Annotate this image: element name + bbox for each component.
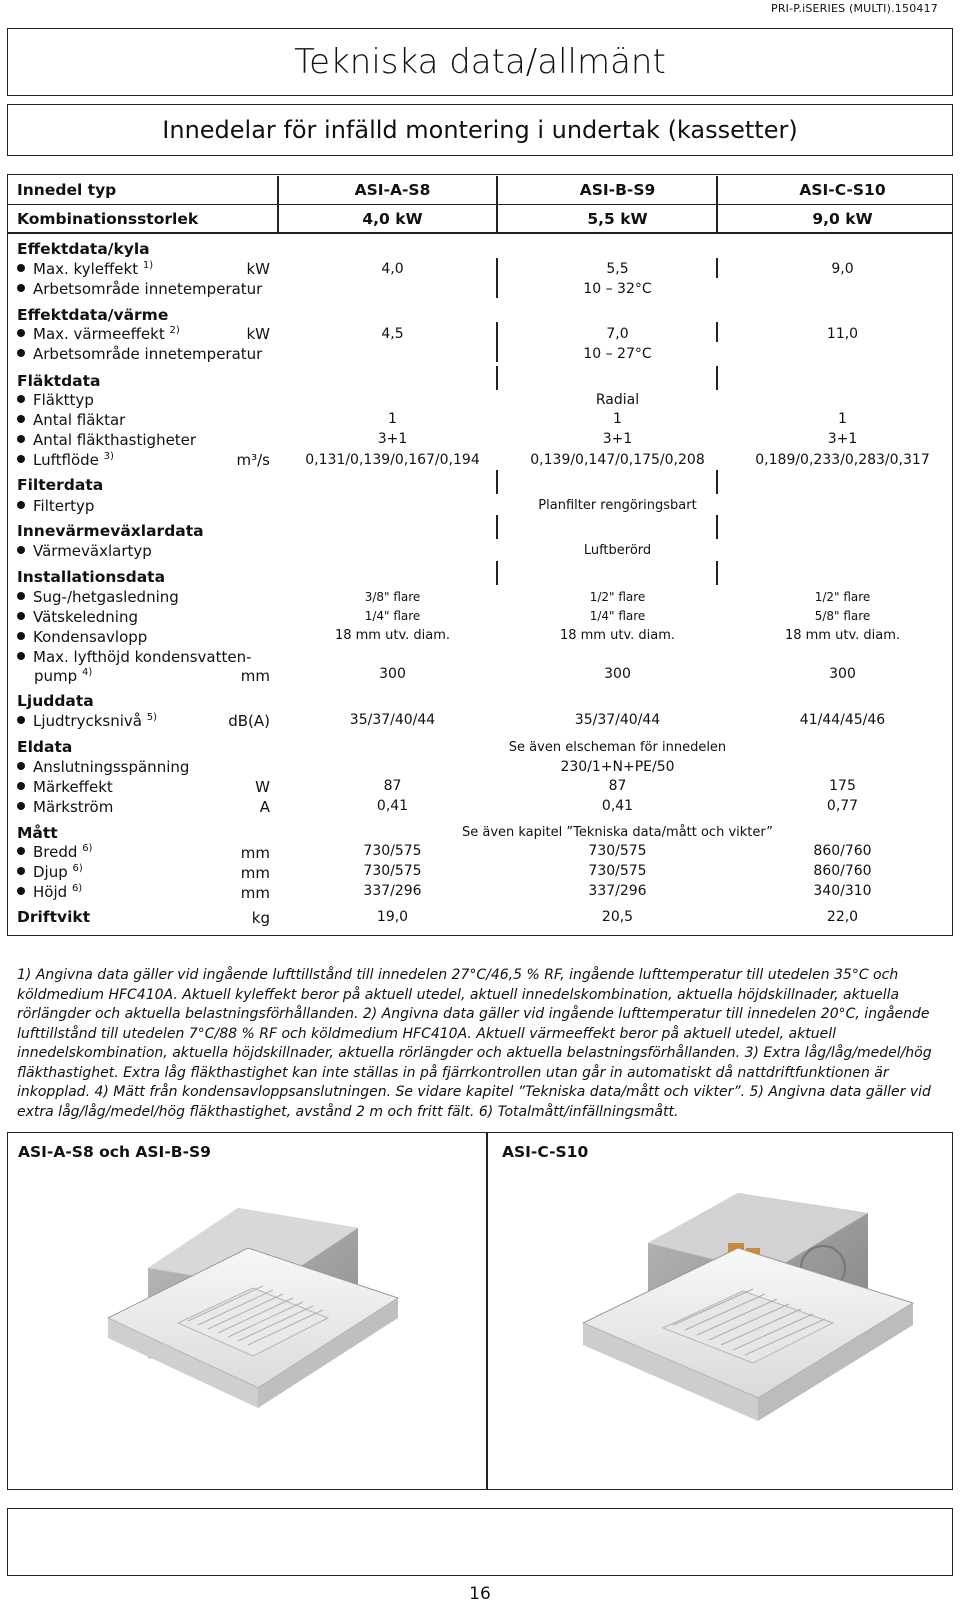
dims-height-unit: mm <box>240 884 270 902</box>
heating-max-a: 4,5 <box>381 326 404 342</box>
weight-b: 20,5 <box>601 909 634 925</box>
empty-box <box>7 1508 953 1576</box>
document-code: PRI-P.iSERIES (MULTI).150417 <box>770 2 938 15</box>
weight-unit: kg <box>251 909 270 927</box>
fan-speeds-a: 3+1 <box>377 431 408 447</box>
header-divider <box>7 232 953 234</box>
cooling-max-c: 9,0 <box>831 261 854 277</box>
dims-width-a: 730/575 <box>363 843 422 859</box>
dims-width-note: 6) <box>82 843 93 854</box>
install-liquid-a: 1/4" flare <box>364 609 421 623</box>
fan-flow-c: 0,189/0,233/0,283/0,317 <box>755 452 930 468</box>
fan-count-row <box>17 411 125 429</box>
model-c: ASI-C-S10 <box>799 181 886 199</box>
col-tick <box>496 366 498 390</box>
install-liquid-row <box>17 608 138 626</box>
header-col-line <box>277 176 279 232</box>
section-elec-title: Eldata <box>17 738 73 756</box>
install-drain-a: 18 mm utv. diam. <box>334 628 451 643</box>
install-suction-c: 1/2" flare <box>814 590 871 604</box>
model-a: ASI-A-S8 <box>354 181 431 199</box>
install-lift-c: 300 <box>829 666 856 682</box>
elec-current-label: Märkström <box>33 798 114 816</box>
install-liquid-c: 5/8" flare <box>814 609 871 623</box>
sound-b: 35/37/40/44 <box>574 712 661 728</box>
hx-type-value: Luftberörd <box>583 543 652 558</box>
elec-power-c: 175 <box>829 778 856 794</box>
cooling-max-note: 1) <box>142 260 154 271</box>
page-title: Tekniska data/allmänt <box>7 28 953 96</box>
section-hx-title: Innevärmeväxlardata <box>17 522 204 540</box>
elec-current-row <box>17 798 113 816</box>
dims-width-row <box>17 843 92 861</box>
dims-width-unit: mm <box>240 844 270 862</box>
section-install-title: Installationsdata <box>17 568 166 586</box>
weight-c: 22,0 <box>826 909 859 925</box>
fan-flow-label: Luftflöde <box>33 451 99 469</box>
install-suction-a: 3/8" flare <box>364 590 421 604</box>
col-tick <box>716 366 718 390</box>
col-tick <box>716 515 718 539</box>
cooling-max-row <box>17 260 153 278</box>
install-drain-row <box>17 628 147 646</box>
install-liquid-b: 1/4" flare <box>589 609 646 623</box>
cooling-max-b: 5,5 <box>606 261 629 277</box>
footnotes: 1) Angivna data gäller vid ingående lufttillstånd till innedelen 27°C/46,5 % RF, ingående lufttemperatur till utedelen 35°C och köldmedium HFC410A. Aktuell kyleffekt beror på aktuell utedel, aktuell innedelskombination, aktuella höjdskillnader, aktuella rörlängder och aktuella belastningsförhållanden. 2) Angivna data gäller vid ingående lufttemperatur till innedelen 20°C, ingående lufttillstånd till utedelen 7°C/88 % RF och köldmedium HFC410A. Aktuell värmeeffekt beror på aktuell utedel, aktuell innedelskombination, aktuella höjdskillnader, aktuella rörlängder och aktuella belastningsförhållanden. 3) Extra låg/låg/medel/hög fläkthastighet. Extra låg fläkthastighet kan inte ställas in på fjärrkontrollen utan går in automatiskt då nattdriftfunktionen är inkopplad. 4) Mätt från kondensavloppsanslutningen. Se vidare kapitel ”Tekniska data/mått och vikter”. 5) Angivna data gäller vid extra låg/låg/medel/hög fläkthastighet, avstånd 2 m och fritt fält. 6) Totalmått/infällningsmått. <box>17 967 932 1120</box>
hx-type-row <box>17 542 152 560</box>
fan-count-label: Antal fläktar <box>33 411 126 429</box>
install-suction-b: 1/2" flare <box>589 590 646 604</box>
fan-flow-unit: m³/s <box>236 451 270 469</box>
fan-speeds-b: 3+1 <box>602 431 633 447</box>
elec-ref: Se även elscheman för innedelen <box>508 740 727 755</box>
cassette-unit-image-small <box>88 1178 418 1478</box>
dims-width-c: 860/760 <box>813 843 872 859</box>
weight-a: 19,0 <box>376 909 409 925</box>
type-label: Innedel typ <box>17 181 117 199</box>
section-cooling-title: Effektdata/kyla <box>17 240 150 258</box>
fan-speeds-label: Antal fläkthastigheter <box>33 431 197 449</box>
cooling-range-value: 10 – 32°C <box>583 281 652 297</box>
size-c: 9,0 kW <box>812 210 873 228</box>
section-filter-title: Filterdata <box>17 476 104 494</box>
heating-max-c: 11,0 <box>826 326 859 342</box>
install-lift-label: Max. lyfthöjd kondensvatten- <box>33 648 252 666</box>
sound-a: 35/37/40/44 <box>349 712 436 728</box>
image-divider <box>486 1133 488 1489</box>
header-row-type <box>7 176 953 204</box>
fan-type-label: Fläkttyp <box>33 391 94 409</box>
sound-note: 5) <box>146 712 158 723</box>
filter-type-label: Filtertyp <box>33 497 95 515</box>
section-sound-title: Ljuddata <box>17 692 94 710</box>
dims-height-row <box>17 883 82 901</box>
cooling-range-row <box>17 280 262 298</box>
elec-voltage-label: Anslutningsspänning <box>33 758 190 776</box>
dims-depth-b: 730/575 <box>588 863 647 879</box>
dims-depth-unit: mm <box>240 864 270 882</box>
install-drain-c: 18 mm utv. diam. <box>784 628 901 643</box>
fan-count-a: 1 <box>388 411 397 427</box>
elec-power-b: 87 <box>608 778 627 794</box>
install-lift-row <box>17 648 252 666</box>
cassette-unit-image-large <box>568 1173 928 1483</box>
page-number: 16 <box>469 1584 491 1604</box>
section-fan-title: Fläktdata <box>17 372 101 390</box>
header-col-line <box>716 176 718 232</box>
hx-type-label: Värmeväxlartyp <box>33 542 152 560</box>
fan-speeds-c: 3+1 <box>827 431 858 447</box>
install-lift-a: 300 <box>379 666 406 682</box>
fan-speeds-row <box>17 431 196 449</box>
filter-type-value: Planfilter rengöringsbart <box>538 498 697 513</box>
install-suction-label: Sug-/hetgasledning <box>33 588 179 606</box>
fan-flow-note: 3) <box>103 451 114 462</box>
dims-depth-label: Djup <box>33 863 68 881</box>
model-b: ASI-B-S9 <box>579 181 656 199</box>
size-a: 4,0 kW <box>362 210 423 228</box>
filter-type-row <box>17 497 94 515</box>
combo-label: Kombinationsstorlek <box>17 210 199 228</box>
install-lift-label-2: pump <box>34 667 78 685</box>
install-lift-note: 4) <box>81 667 93 678</box>
sound-row <box>17 712 157 730</box>
section-weight-title: Driftvikt <box>17 908 91 926</box>
elec-power-a: 87 <box>383 778 402 794</box>
dims-depth-c: 860/760 <box>813 863 872 879</box>
dims-height-a: 337/296 <box>363 883 422 899</box>
dims-height-note: 6) <box>71 883 83 894</box>
cooling-max-a: 4,0 <box>381 261 404 277</box>
product-images-box <box>7 1132 953 1490</box>
fan-type-row <box>17 391 94 409</box>
cooling-range-label: Arbetsområde innetemperatur <box>33 280 263 298</box>
fan-count-b: 1 <box>613 411 622 427</box>
dims-height-c: 340/310 <box>813 883 872 899</box>
left-image-caption: ASI-A-S8 och ASI-B-S9 <box>18 1143 211 1161</box>
elec-current-a: 0,41 <box>376 798 409 814</box>
install-drain-label: Kondensavlopp <box>33 628 148 646</box>
cooling-max-label: Max. kyleffekt <box>33 260 139 278</box>
heating-max-note: 2) <box>169 325 180 336</box>
dims-width-b: 730/575 <box>588 843 647 859</box>
sound-label: Ljudtrycksnivå <box>33 712 142 730</box>
col-tick <box>496 561 498 585</box>
install-drain-b: 18 mm utv. diam. <box>559 628 676 643</box>
col-tick <box>496 515 498 539</box>
elec-current-b: 0,41 <box>601 798 634 814</box>
elec-voltage-value: 230/1+N+PE/50 <box>560 759 675 775</box>
section-dims-title: Mått <box>17 824 58 842</box>
elec-current-unit: A <box>259 798 270 816</box>
dims-depth-note: 6) <box>72 863 83 874</box>
install-lift-row-2 <box>34 667 92 685</box>
fan-flow-b: 0,139/0,147/0,175/0,208 <box>530 452 705 468</box>
dims-height-label: Höjd <box>33 883 68 901</box>
install-liquid-label: Vätskeledning <box>33 608 138 626</box>
heating-max-b: 7,0 <box>606 326 629 342</box>
elec-power-label: Märkeffekt <box>33 778 113 796</box>
dims-width-label: Bredd <box>33 843 78 861</box>
page-subtitle: Innedelar för infälld montering i undertak (kassetter) <box>7 104 953 156</box>
section-heating-title: Effektdata/värme <box>17 306 169 324</box>
fan-count-c: 1 <box>838 411 847 427</box>
elec-current-c: 0,77 <box>826 798 859 814</box>
sound-c: 41/44/45/46 <box>799 712 886 728</box>
dims-height-b: 337/296 <box>588 883 647 899</box>
heating-range-row <box>17 345 262 363</box>
col-tick <box>716 470 718 494</box>
heating-max-unit: kW <box>246 325 270 343</box>
col-tick <box>716 561 718 585</box>
dims-depth-row <box>17 863 83 881</box>
heating-max-label: Max. värmeeffekt <box>33 325 165 343</box>
elec-power-unit: W <box>255 778 270 796</box>
fan-type-value: Radial <box>595 392 640 408</box>
right-image-caption: ASI-C-S10 <box>502 1143 589 1161</box>
elec-voltage-row <box>17 758 189 776</box>
install-lift-unit: mm <box>240 667 270 685</box>
heating-range-label: Arbetsområde innetemperatur <box>33 345 263 363</box>
install-suction-row <box>17 588 179 606</box>
header-col-line <box>496 176 498 232</box>
heating-range-value: 10 – 27°C <box>583 346 652 362</box>
dims-depth-a: 730/575 <box>363 863 422 879</box>
size-b: 5,5 kW <box>587 210 648 228</box>
install-lift-b: 300 <box>604 666 631 682</box>
heating-max-row <box>17 325 180 343</box>
dims-ref: Se även kapitel ”Tekniska data/mått och vikter” <box>461 825 774 840</box>
header-row-size <box>7 204 953 233</box>
fan-flow-a: 0,131/0,139/0,167/0,194 <box>305 452 480 468</box>
elec-power-row <box>17 778 113 796</box>
col-tick <box>496 470 498 494</box>
cooling-max-unit: kW <box>246 260 270 278</box>
fan-flow-row <box>17 451 114 469</box>
sound-unit: dB(A) <box>228 712 270 730</box>
